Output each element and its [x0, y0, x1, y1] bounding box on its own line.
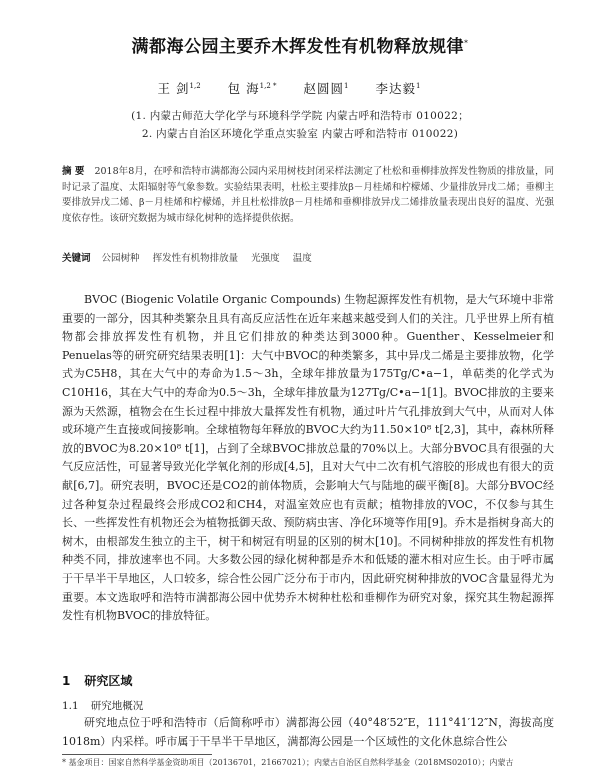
intro-paragraph: BVOC (Biogenic Volatile Organic Compounds) 生物起源挥发性有机物，是大气环境中非常重要的一部分，因其种类繁杂且具有高反应活性在近年来越来越受到人们的关注。几乎世界上所有植物都会排放挥发性有机物，并且它们排放的种类达到3000种。Guenther、Kesselmeier和Penuelas等的研究研究结果表明[1]：大气中BVOC的种类繁多，其中异戊二烯是主要排放物，化学式为C5H8，其在大气中的寿命为1.5～3h，全球年排放量为175Tg/C•a−1，单萜类的化学式为C10H16，其在大气中的寿命为0.5～3h，全球年排放量为127Tg/C•a−1[1]。BVOC排放的主要来源为天然源，植物会在生长过程中排放大量挥发性有机物，通过叶片气孔排放到大气中，从而对人体或环境产生直接或间接影响。全球植物每年释放的BVOC大约为11.50×10⁸ t[2,3]，其中，森林所释放的BVOC为8.20×10⁸ t[1]，占到了全球BVOC排放总量的70%以上。大部分BVOC具有很强的大气反应活性，可显著导致光化学氧化剂的形成[4,5]，且对大气中二次有机气溶胶的形成也有很大的贡献[6,7]。研究表明，BVOC还是CO2的前体物质，会影响大气与陆地的碳平衡[8]。大部分BVOC经过各种复杂过程最终会形成CO2和CH4，对温室效应也有贡献；植物排放的VOC，不仅参与其生长、一些挥发性有机物还会为植物抵御天敌、预防病虫害、净化环境等作用[9]。乔木是指树身高大的树木，由根部发生独立的主干，树干和树冠有明显的区别的树木[10]。不同树种排放的挥发性有机物种类不同，排放速率也不同。大多数公园的绿化树种都是乔木和低矮的灌木相对应生长。由于呼市属于干旱半干旱地区，人口较多，综合性公园广泛分布于市内，因此研究树种排放的VOC含量显得尤为重要。本文选取呼和浩特市满都海公园中优势乔木树种杜松和垂柳作为研究对象，探究其生物起源挥发性有机物BVOC的排放特征。 [62, 293, 554, 623]
funding-footnote: * 基金项目：国家自然科学基金资助项目（20136701，21667021）；内蒙古自治区自然科学基金（2018MS02010）；内蒙古 [62, 758, 514, 767]
paper-title: 满都海公园主要乔木挥发性有机物释放规律* [131, 37, 469, 57]
footnote-rule [62, 754, 212, 755]
section-paragraph: 研究地点位于呼和浩特市（后简称呼市）满都海公园（40°48′52″E，111°41′12″N，海拔高度1018m）内采样。呼市属于干旱半干旱地区，满都海公园是一个区域性的文化休息综合性公 [62, 716, 554, 748]
title-footnote-mark: * [464, 38, 469, 48]
author-3: 赵圆圆$^1$ [303, 81, 349, 96]
affiliation-1: (1. 内蒙古师范大学化学与环境科学学院 内蒙古呼和浩特市 010022； [131, 110, 469, 122]
section-1-1-body [62, 714, 554, 751]
introduction [62, 291, 554, 626]
keyword: 光强度 [251, 253, 280, 264]
subsection-heading-1-1: 1.1 研究地概况 [62, 700, 144, 712]
author-1: 王 剑$^{1,2}$ [157, 81, 201, 96]
author-2: 包 海$^{1,2 *}$ [227, 81, 277, 96]
author-list [0, 79, 600, 97]
author-4: 李达毅$^1$ [375, 81, 421, 96]
abstract [62, 164, 554, 226]
keyword: 温度 [292, 253, 312, 264]
keyword: 公园树种 [101, 253, 140, 264]
keywords-label: 关键词 [62, 253, 91, 264]
abstract-text: 2018年8月，在呼和浩特市满都海公园内采用树枝封闭采样法测定了杜松和垂柳排放挥发性物质的排放量，同时记录了温度、太阳辐射等气象参数。实验结果表明，杜松主要排放β－月桂烯和柠檬烯、少量排放异戊二烯；垂柳主要排放异戊二烯、β－月桂烯和柠檬烯，并且杜松排放β－月桂烯和垂柳排放异戊二烯排放量表现出良好的温度、光强度依存性。该研究数据为城市绿化树种的选择提供依据。 [62, 166, 554, 224]
affiliation-2: 2. 内蒙古自治区环境化学重点实验室 内蒙古呼和浩特市 010022) [141, 128, 459, 140]
keyword: 挥发性有机物排放量 [152, 253, 239, 264]
abstract-label: 摘 要 [62, 166, 85, 177]
keywords [62, 250, 554, 264]
section-heading-1: 1 研究区域 [62, 674, 133, 688]
